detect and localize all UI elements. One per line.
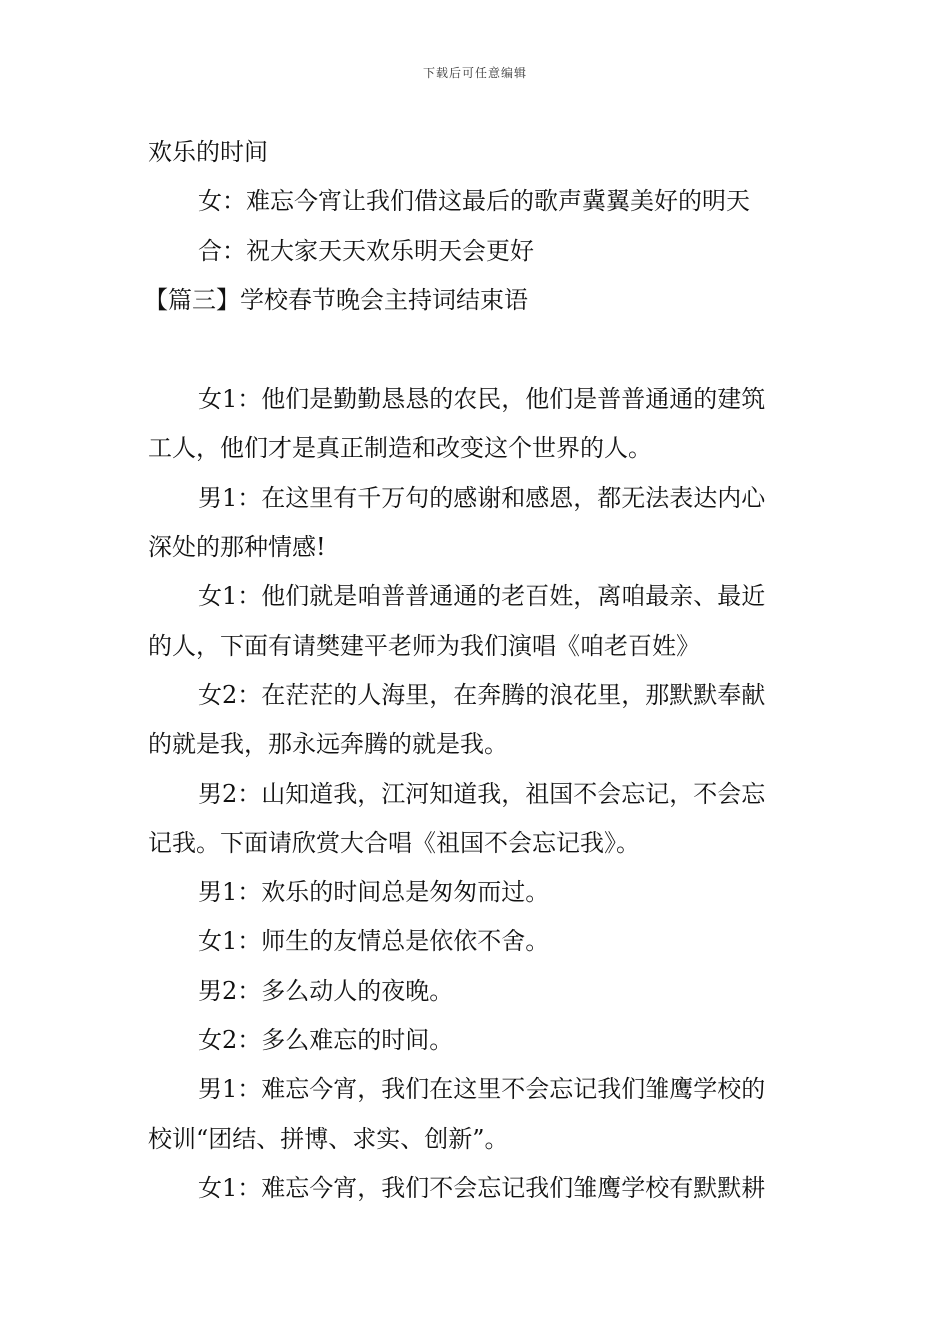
text-line: 深处的那种情感!: [148, 533, 326, 562]
text-line: 校训“团结、拼博、求实、创新”。: [148, 1124, 509, 1153]
section-heading: 【篇三】学校春节晚会主持词结束语: [144, 285, 528, 314]
text-line: 合：祝大家天天欢乐明天会更好: [198, 236, 534, 265]
text-line: 男1：在这里有千万句的感谢和感恩，都无法表达内心: [198, 483, 766, 512]
text-line: 男1：难忘今宵，我们在这里不会忘记我们雏鹰学校的: [198, 1075, 766, 1104]
document-body: [144, 128, 808, 1213]
text-line: 男1：欢乐的时间总是匆匆而过。: [198, 878, 550, 907]
text-line: 女2：多么难忘的时间。: [198, 1026, 454, 1055]
text-line: 记我。下面请欣赏大合唱《祖国不会忘记我》。: [148, 828, 640, 857]
text-line: 女1：难忘今宵，我们不会忘记我们雏鹰学校有默默耕: [198, 1173, 766, 1202]
page-header: 下载后可任意编辑: [422, 66, 527, 80]
text-line: 女1：他们就是咱普普通通的老百姓，离咱最亲、最近: [198, 582, 766, 611]
text-line: 男2：山知道我，江河知道我，祖国不会忘记，不会忘: [198, 779, 766, 808]
text-line: 工人，他们才是真正制造和改变这个世界的人。: [148, 434, 652, 463]
text-line: 女2：在茫茫的人海里，在奔腾的浪花里，那默默奉献: [198, 680, 766, 709]
text-line: 欢乐的时间: [148, 138, 268, 166]
text-line: 女：难忘今宵让我们借这最后的歌声冀翼美好的明天: [198, 187, 750, 216]
text-line: 女1：师生的友情总是依依不舍。: [198, 927, 550, 956]
text-line: 男2：多么动人的夜晚。: [198, 976, 454, 1005]
text-line: 女1：他们是勤勤恳恳的农民，他们是普普通通的建筑: [198, 385, 766, 414]
blank-line: [148, 325, 808, 375]
text-line: 的人，下面有请樊建平老师为我们演唱《咱老百姓》: [148, 631, 700, 660]
text-line: 的就是我，那永远奔腾的就是我。: [148, 730, 508, 759]
